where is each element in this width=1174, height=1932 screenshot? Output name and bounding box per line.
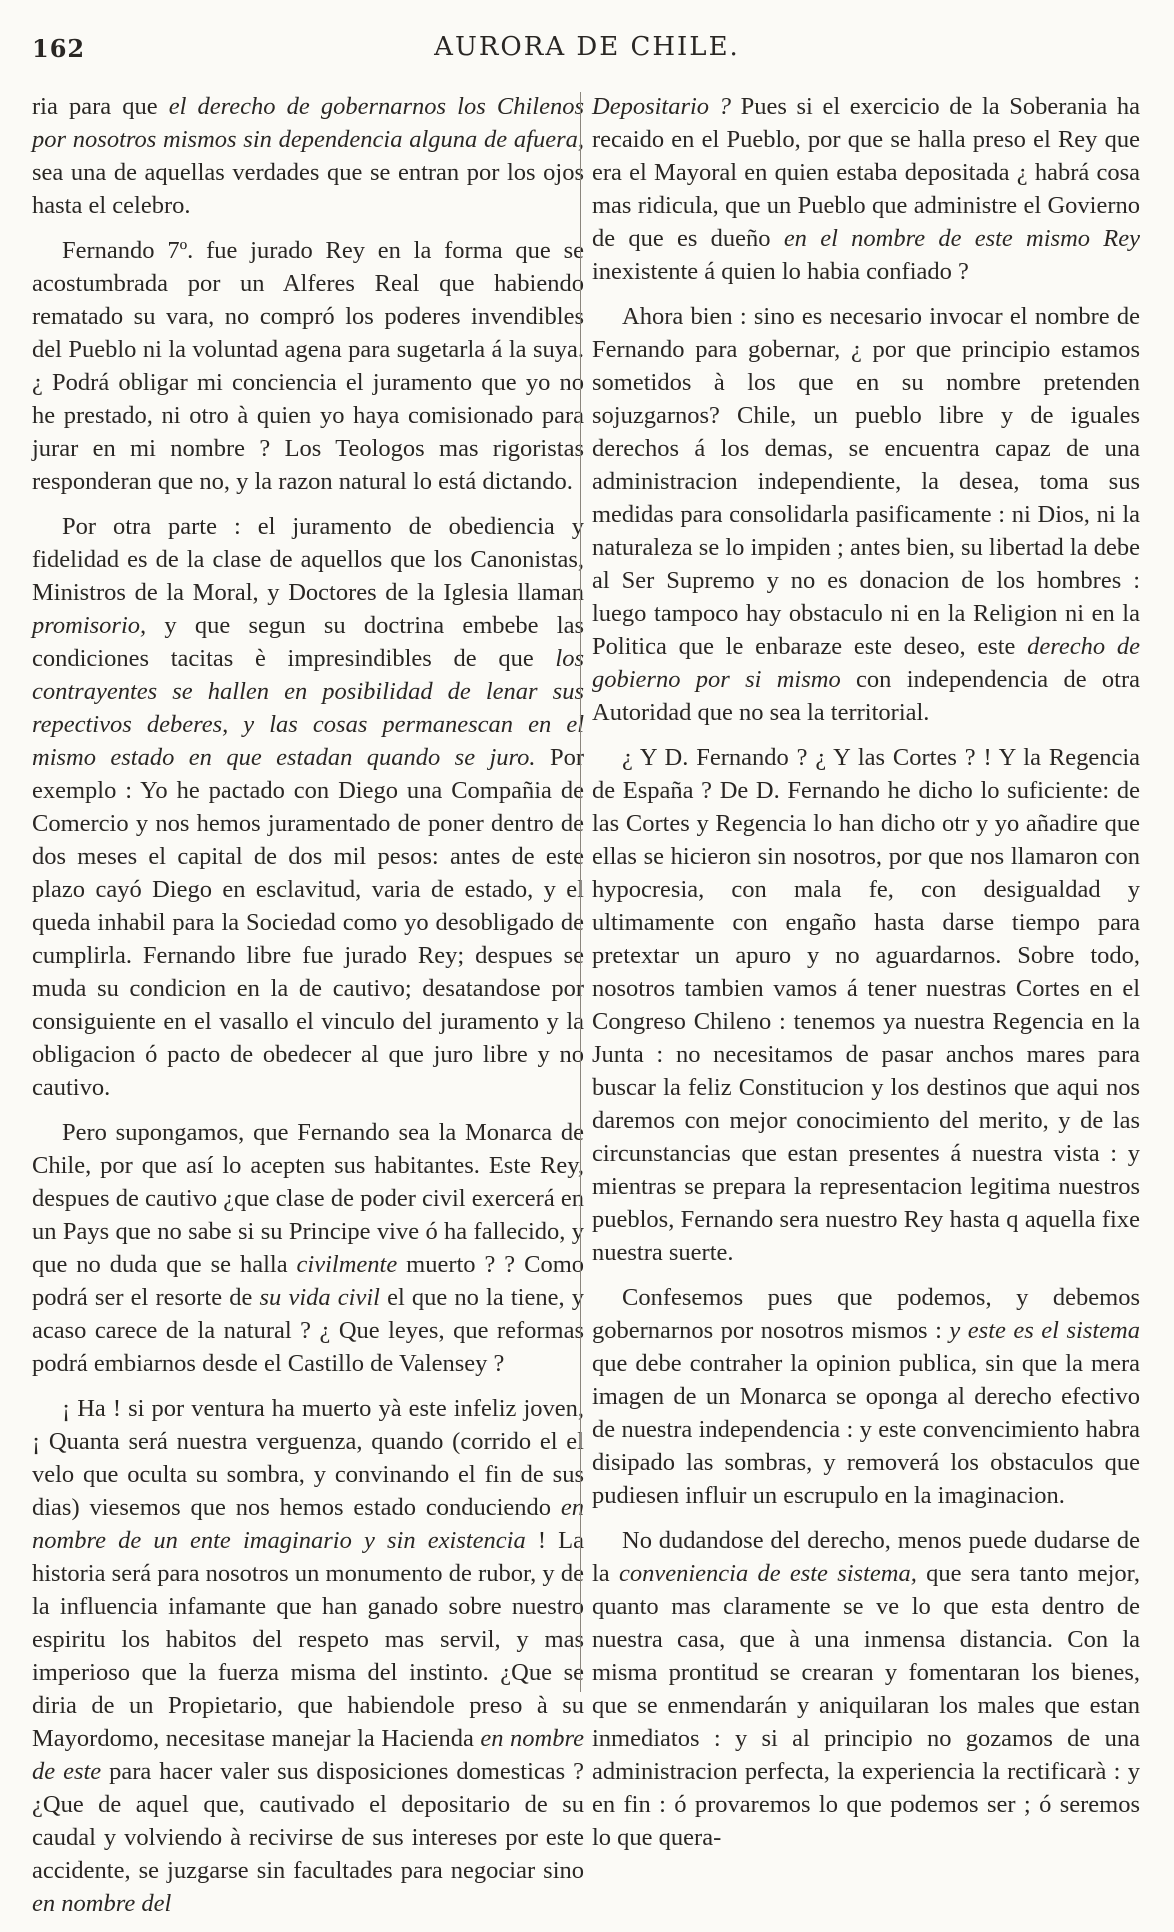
text-run: que debe contraher la opinion publica, sin que la mera imagen de un Monarca se oponga al derecho efectivo de nuestra independencia : y este convencimiento habra disipado las sombras, y removerá los obstaculos que pudiesen influir un escrupulo en la imaginacion. xyxy=(592,1350,1140,1509)
text-run: inexistente á quien lo habia confiado ? xyxy=(592,258,969,285)
paragraph xyxy=(592,300,1140,729)
text-run: muerto ? ? Como podrá ser el resorte de xyxy=(32,1251,584,1311)
left-column xyxy=(32,90,584,1932)
italic-text: en el nombre de este mismo Rey xyxy=(783,225,1140,252)
text-run: ! La historia será para nosotros un monumento de rubor, y de la influencia infamante que han ganado sobre nuestro espiritu los habitos del respeto mas servil, y mas imperioso que la fuerza misma del instinto. ¿Que se diria de un Propietario, que habiendole preso à su Mayordomo, necesitase manejar la Hacienda xyxy=(32,1527,584,1752)
paragraph xyxy=(592,741,1140,1269)
italic-text: en nombre de un ente imaginario y sin existencia xyxy=(32,1494,584,1554)
italic-text: los contrayentes se hallen en posibilidad de lenar sus repectivos deberes, y las cosas permanescan en el mismo estado en que estadan quando se juro. xyxy=(32,645,584,771)
text-run: Por exemplo : Yo he pactado con Diego una Compañia de Comercio y nos hemos juramentado de poner dentro de dos meses el capital de dos mil pesos: antes de este plazo cayó Diego en esclavitud, varia de estado, y el queda inhabil para la Sociedad como yo desobligado de cumplirla. Fernando libre fue jurado Rey; despues se muda su condicion en la de cautivo; desatandose por consiguiente en el vasallo el vinculo del juramento y la obligacion ó pacto de obedecer al que juro libre y no cautivo. xyxy=(32,744,584,1101)
paragraph xyxy=(592,90,1140,288)
text-run: para hacer valer sus disposiciones domesticas ? ¿Que de aquel que, cautivado el depositario de su caudal y volviendo à recivirse de sus intereses por este accidente, se juzgarse sin facultades para negociar sino xyxy=(32,1758,585,1884)
column-divider xyxy=(580,92,581,1692)
italic-text: conveniencia de este sistema, xyxy=(618,1560,917,1587)
text-run: ¿ Y D. Fernando ? ¿ Y las Cortes ? ! Y la Regencia de España ? De D. Fernando he dicho lo suficiente: de las Cortes y Regencia lo han dicho otr y yo añadire que ellas se hicieron sin nosotros, por que nos llamaron con hypocresia, con mala fe, con desigualdad y ultimamente con engaño hasta darse tiempo para pretextar un apuro y no aguardarnos. Sobre todo, nosotros tambien vamos á tener nuestras Cortes en el Congreso Chileno : tenemos ya nuestra Regencia en la Junta : no necesitamos de pasar anchos mares para buscar la feliz Constitucion y los destinos que aqui nos daremos con mejor conocimiento del merito, y de las circunstancias que estan presentes á nuestra vista : y mientras se prepara la representacion legitima nuestros pueblos, Fernando sera nuestro Rey hasta q aquella fixe nuestra suerte. xyxy=(592,744,1140,1266)
italic-text: derecho de gobierno por si mismo xyxy=(592,633,1140,693)
paragraph xyxy=(592,1281,1140,1512)
paragraph xyxy=(32,510,584,1104)
text-run: Confesemos pues que podemos, y debemos gobernarnos por nosotros mismos : xyxy=(592,1284,1140,1344)
page-number: 162 xyxy=(32,34,86,63)
paragraph xyxy=(32,234,584,498)
text-run: Pues si el exercicio de la Soberania ha recaido en el Pueblo, por que se halla preso el Rey que era el Mayoral en quien estaba depositada ¿ habrá cosa mas ridicula, que un Pueblo que administre el Govierno de que es dueño xyxy=(592,93,1140,252)
running-title: AURORA DE CHILE. xyxy=(434,32,740,62)
italic-text: promisorio, xyxy=(32,612,147,639)
italic-text: Depositario ? xyxy=(592,93,731,120)
right-column xyxy=(592,90,1140,1866)
text-run: Ahora bien : sino es necesario invocar el nombre de Fernando para gobernar, ¿ por que principio estamos sometidos à los que en su nombre pretenden sojuzgarnos? Chile, un pueblo libre y de iguales derechos á los demas, se encuentra capaz de una administracion independiente, la desea, toma sus medidas para consolidarla pasificamente : ni Dios, ni la naturaleza se lo impiden ; antes bien, su libertad la debe al Ser Supremo y no es donacion de los hombres : luego tampoco hay obstaculo ni en la Religion ni en la Politica que le enbaraze este deseo, este xyxy=(592,303,1140,660)
text-run: ¡ Ha ! si por ventura ha muerto yà este infeliz joven, ¡ Quanta será nuestra verguenza, quando (corrido el el velo que oculta su sombra, y convinando el fin de sus dias) viesemos que nos hemos estado conduciendo xyxy=(32,1395,584,1521)
text-run: Por otra parte : el juramento de obediencia y fidelidad es de la clase de aquellos que los Canonistas, Ministros de la Moral, y Doctores de la Iglesia llaman xyxy=(32,513,584,606)
text-run: No dudandose del derecho, menos puede dudarse de la xyxy=(592,1527,1140,1587)
text-run: ria para que xyxy=(32,93,169,120)
italic-text: en nombre del xyxy=(32,1890,172,1917)
italic-text: civilmente xyxy=(296,1251,398,1278)
text-run: Fernando 7º. fue jurado Rey en la forma que se acostumbrada por un Alferes Real que habiendo rematado su vara, no compró los poderes invendibles del Pueblo ni la voluntad agena para sugetarla á la suya. ¿ Podrá obligar mi conciencia el juramento que yo no he prestado, ni otro à quien yo haya comisionado para jurar en mi nombre ? Los Teologos mas rigoristas responderan que no, y la razon natural lo está dictando. xyxy=(32,237,584,495)
text-run: Pero supongamos, que Fernando sea la Monarca de Chile, por que así lo acepten sus habitantes. Este Rey, despues de cautivo ¿que clase de poder civil exercerá en un Pays que no sabe si su Principe vive ó ha fallecido, y que no duda que se halla xyxy=(32,1119,584,1278)
italic-text: su vida civil xyxy=(259,1284,380,1311)
text-run: y que segun su doctrina embebe las condiciones tacitas è impresindibles de que xyxy=(32,612,584,672)
paragraph xyxy=(32,1116,584,1380)
paragraph xyxy=(32,1392,584,1920)
text-run: el que no la tiene, y acaso carece de la natural ? ¿ Que leyes, que reformas podrá embiarnos desde el Castillo de Valensey ? xyxy=(32,1284,584,1377)
paragraph xyxy=(592,1524,1140,1854)
text-run: sea una de aquellas verdades que se entran por los ojos hasta el celebro. xyxy=(32,159,584,219)
italic-text: en nombre de este xyxy=(32,1725,584,1785)
italic-text: y este es el sistema xyxy=(949,1317,1141,1344)
italic-text: el derecho de gobernarnos los Chilenos por nosotros mismos sin dependencia alguna de afuera, xyxy=(32,93,584,153)
paragraph xyxy=(32,90,584,222)
text-run: con independencia de otra Autoridad que no sea la territorial. xyxy=(592,666,1140,726)
text-run: que sera tanto mejor, quanto mas claramente se ve lo que esta dentro de nuestra casa, que à una inmensa distancia. Con la misma prontitud se crearan y fomentaran los bienes, que se enmendarán y aniquilaran los males que estan inmediatos : y si al principio no gozamos de una administracion perfecta, la experiencia la rectificarà : y en fin : ó provaremos lo que podemos ser ; ó seremos lo que quera- xyxy=(592,1560,1140,1851)
